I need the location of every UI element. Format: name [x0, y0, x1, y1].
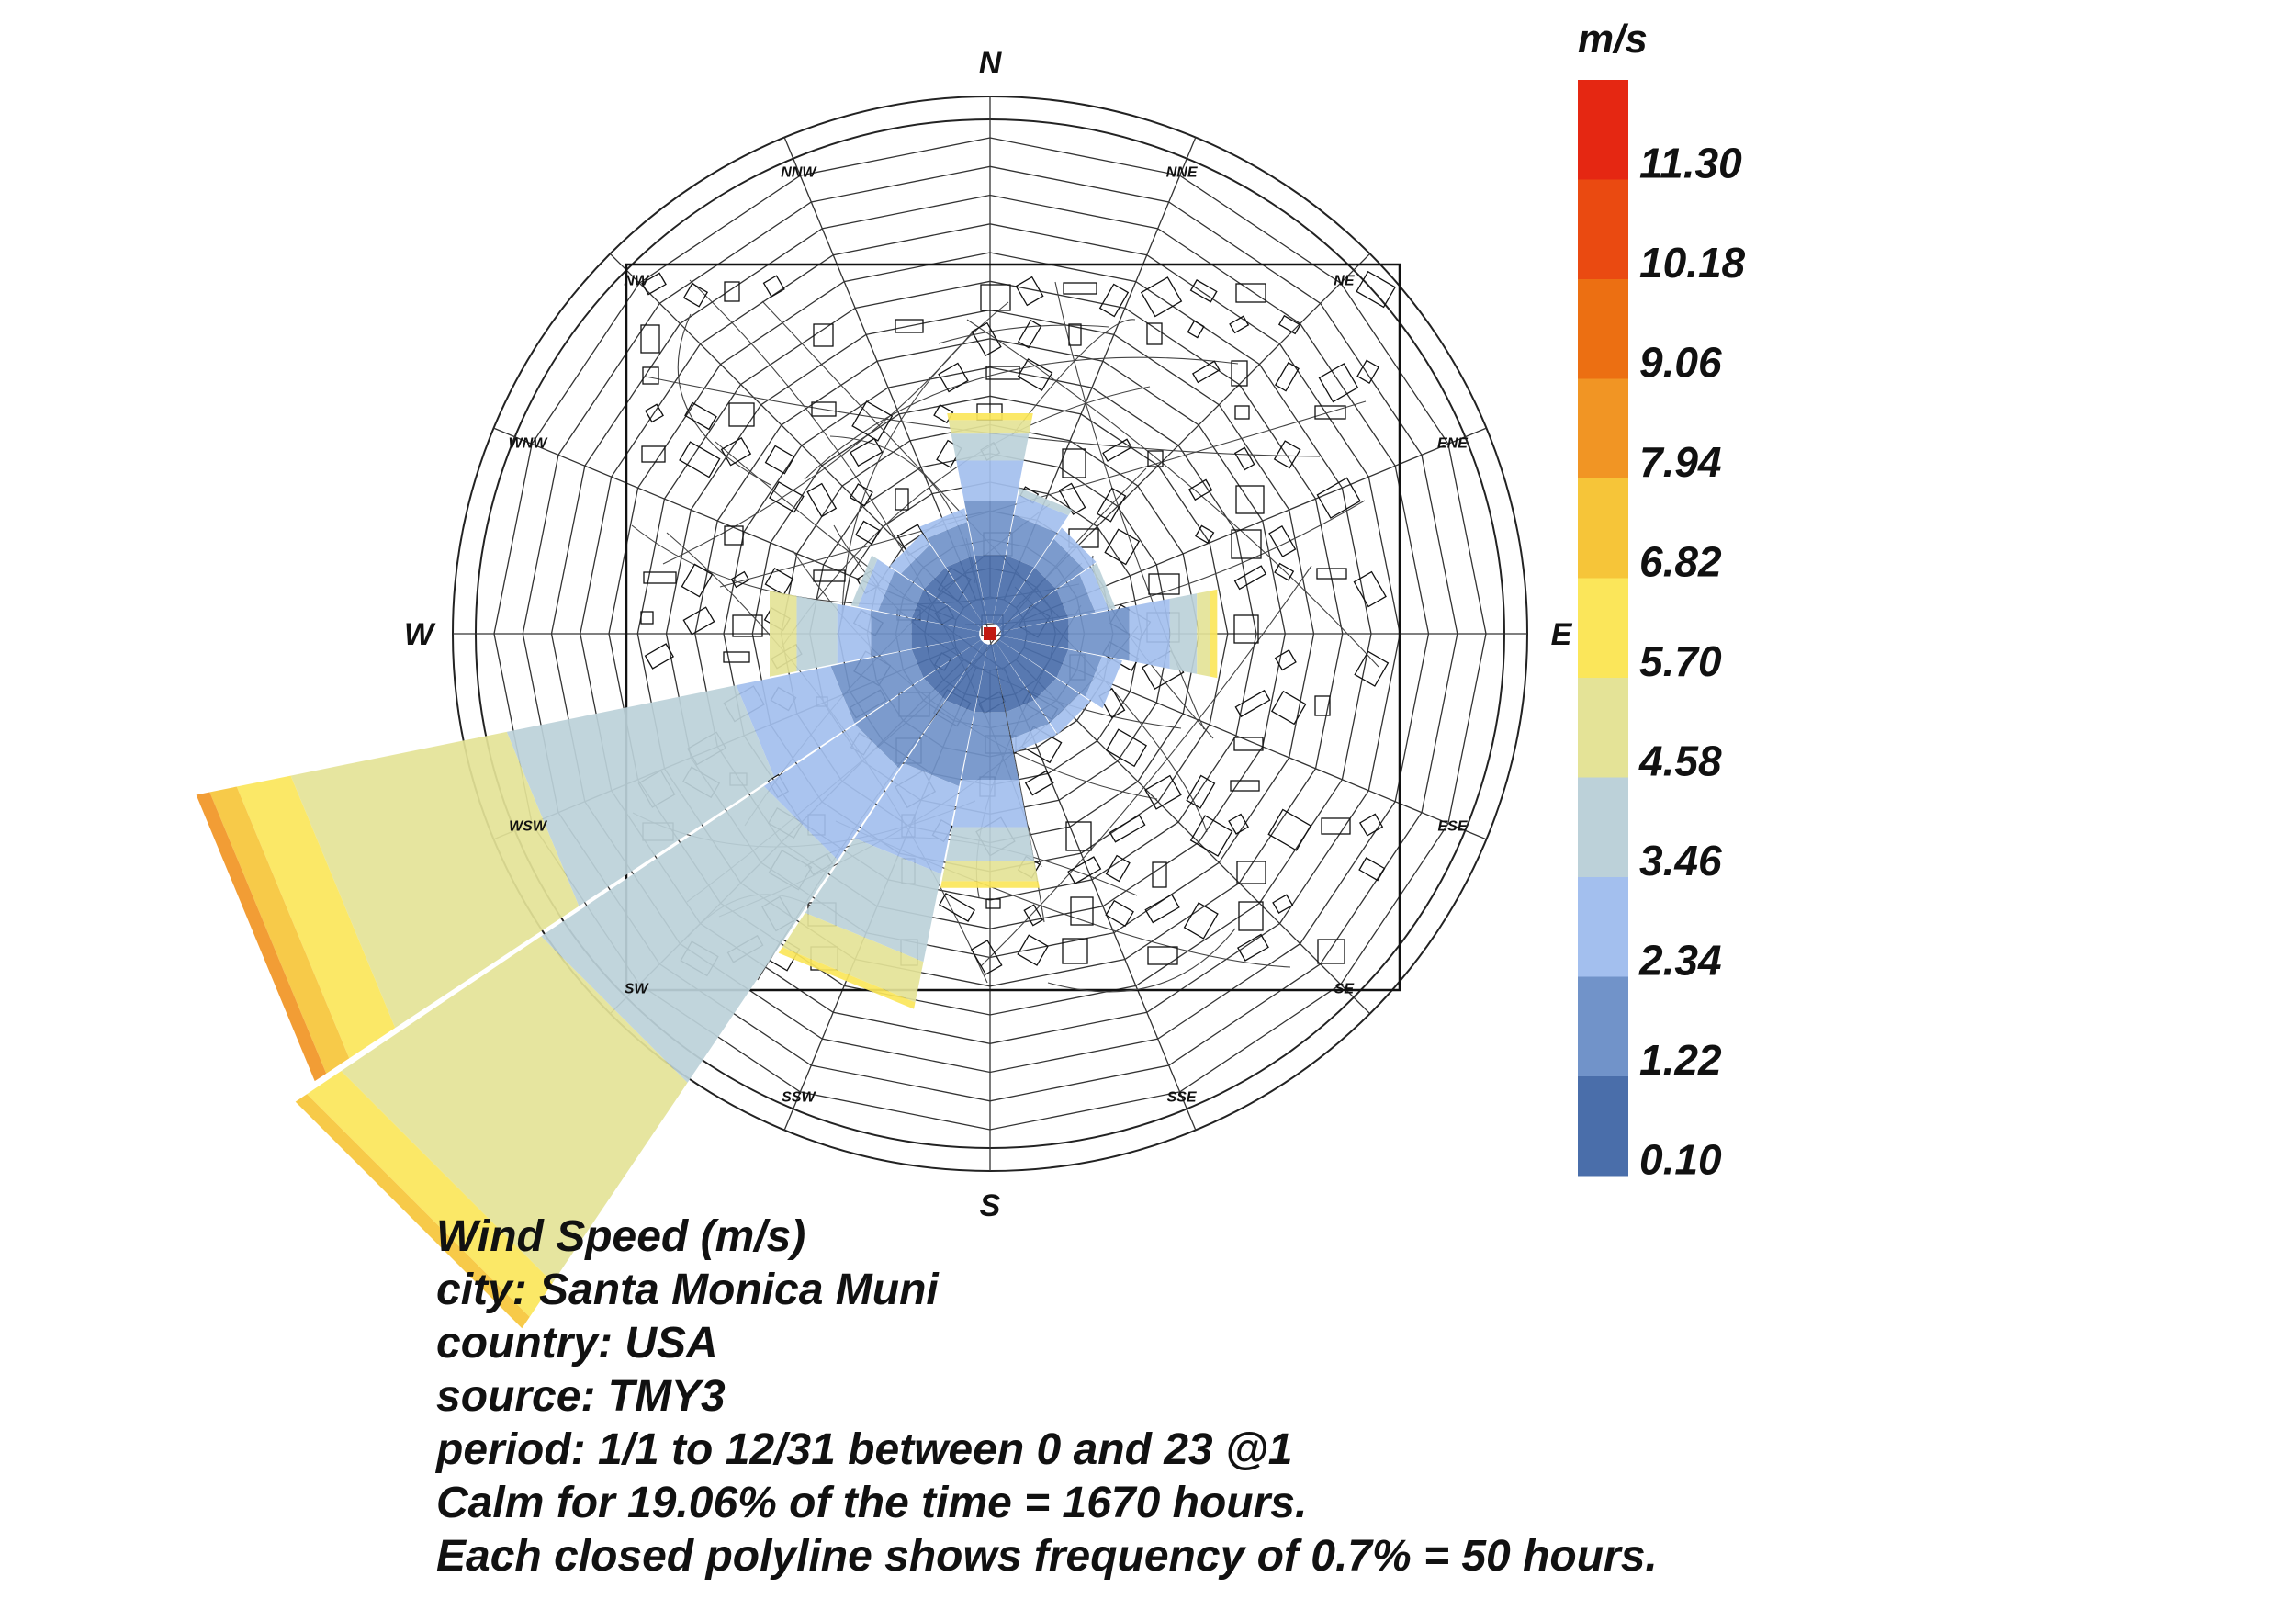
building-footprint [1276, 363, 1299, 391]
direction-label-wsw: WSW [509, 818, 546, 835]
building-footprint [1147, 323, 1162, 344]
building-footprint [1275, 564, 1293, 580]
legend-tick-label: 3.46 [1639, 837, 1722, 884]
direction-label-nne: NNE [1165, 164, 1198, 181]
legend-swatch [1578, 379, 1628, 479]
legend-tick-label: 7.94 [1639, 438, 1722, 486]
building-footprint [1318, 940, 1345, 963]
direction-label-n: N [978, 46, 1002, 81]
building-footprint [1103, 439, 1131, 461]
building-footprint [1231, 781, 1259, 791]
building-footprint [895, 489, 908, 510]
building-footprint [1064, 283, 1097, 294]
legend-tick-label: 11.30 [1639, 139, 1742, 187]
building-footprint [1235, 566, 1266, 589]
petal-segment-e [1130, 599, 1170, 669]
building-footprint [981, 285, 1010, 310]
direction-label-ese: ESE [1437, 818, 1468, 835]
caption-calm: Calm for 19.06% of the time = 1670 hours. [436, 1479, 1308, 1527]
building-footprint [1232, 361, 1247, 386]
building-footprint [1018, 935, 1048, 965]
building-footprint [1279, 316, 1300, 334]
building-footprint [1359, 858, 1384, 880]
legend-tick-label: 6.82 [1639, 537, 1722, 586]
building-footprint [685, 403, 716, 430]
direction-label-ne: NE [1334, 273, 1355, 289]
building-footprint [764, 276, 784, 297]
petal-segment-w [838, 604, 872, 664]
legend-tick-label: 0.10 [1639, 1135, 1722, 1184]
building-footprint [940, 894, 974, 921]
direction-label-w: W [403, 617, 434, 652]
building-footprint [1187, 321, 1203, 337]
legend-swatch [1578, 877, 1628, 977]
caption-polyline-note: Each closed polyline shows frequency of 0.7% = 50 hours. [436, 1532, 1658, 1581]
caption-country: country: USA [436, 1319, 718, 1368]
building-footprint [1234, 737, 1263, 750]
building-footprint [1235, 447, 1255, 469]
building-footprint [1236, 284, 1266, 302]
petal-segment-e [1210, 590, 1217, 678]
building-footprint [1026, 771, 1053, 795]
direction-label-ssw: SSW [782, 1089, 816, 1106]
caption-period: period: 1/1 to 12/31 between 0 and 23 @1 [436, 1425, 1293, 1474]
petal-segment-w [871, 611, 911, 657]
direction-label-sse: SSE [1166, 1089, 1197, 1106]
legend-swatch [1578, 579, 1628, 679]
building-footprint [1269, 526, 1295, 557]
legend-swatch [1578, 678, 1628, 778]
petal-segment-n [949, 420, 1032, 433]
building-footprint [1187, 776, 1214, 808]
building-footprint [1191, 280, 1217, 302]
building-footprint [1230, 316, 1248, 332]
building-footprint [1234, 615, 1258, 643]
legend-swatch [1578, 180, 1628, 280]
petal-segment-s [946, 828, 1034, 861]
building-footprint [1272, 692, 1306, 725]
direction-label-s: S [979, 1188, 1001, 1223]
building-footprint [642, 446, 665, 462]
building-footprint [680, 442, 720, 477]
building-footprint [814, 324, 833, 346]
legend-tick-label: 1.22 [1639, 1036, 1722, 1084]
building-footprint [1019, 321, 1041, 348]
building-footprint [1063, 449, 1086, 478]
building-footprint [1273, 895, 1292, 913]
petal-segment-s [952, 780, 1028, 828]
building-footprint [1149, 574, 1179, 594]
building-footprint [1356, 272, 1395, 308]
building-footprint [684, 284, 707, 307]
building-footprint [683, 607, 714, 635]
legend-tick-label: 4.58 [1639, 737, 1722, 785]
building-footprint [1275, 441, 1300, 467]
petal-segment-n [956, 461, 1023, 501]
building-footprint [1236, 486, 1264, 513]
petal-segment-e [1197, 591, 1210, 677]
building-footprint [972, 940, 1002, 974]
building-footprint [766, 445, 794, 473]
petal-segment-n [947, 413, 1033, 420]
building-footprint [1322, 818, 1350, 834]
site-center-marker [984, 627, 996, 640]
legend-tick-label: 10.18 [1639, 239, 1746, 287]
building-footprint [807, 484, 836, 517]
building-footprint [641, 325, 659, 353]
building-footprint [1355, 651, 1388, 686]
direction-label-nnw: NNW [781, 164, 816, 181]
petal-segment-n [951, 433, 1030, 460]
legend-swatch [1578, 1076, 1628, 1177]
legend-tick-label: 2.34 [1639, 936, 1722, 985]
building-footprint [1107, 856, 1130, 882]
legend-tick-label: 5.70 [1639, 637, 1722, 685]
color-legend [1578, 17, 1746, 1184]
building-footprint [1153, 862, 1166, 887]
building-footprint [1142, 277, 1182, 316]
direction-label-se: SE [1334, 981, 1355, 997]
legend-tick-label: 9.06 [1639, 338, 1722, 387]
building-footprint [729, 403, 754, 426]
building-footprint [1354, 572, 1386, 607]
petal-segment-w [796, 596, 837, 671]
petal-segment-s [942, 861, 1039, 881]
building-footprint [1235, 406, 1249, 419]
direction-label-nw: NW [624, 273, 648, 289]
building-footprint [1238, 935, 1268, 961]
petal-segment-s [940, 881, 1040, 887]
building-footprint [1145, 776, 1181, 809]
chart-caption [436, 1210, 1658, 1583]
building-footprint [725, 526, 743, 545]
caption-title: Wind Speed (m/s) [436, 1212, 806, 1261]
building-footprint [856, 522, 880, 545]
building-footprint [1239, 902, 1263, 930]
direction-label-wnw: WNW [508, 435, 547, 452]
direction-label-e: E [1550, 617, 1572, 652]
direction-label-ene: ENE [1437, 435, 1468, 452]
legend-swatch [1578, 80, 1628, 180]
caption-city: city: Santa Monica Muni [436, 1266, 939, 1314]
direction-label-sw: SW [624, 981, 648, 997]
building-footprint [1191, 816, 1232, 856]
caption-source: source: TMY3 [436, 1372, 726, 1421]
building-footprint [986, 899, 1000, 908]
legend-title: m/s [1578, 17, 1648, 62]
building-footprint [1317, 478, 1360, 518]
legend-swatch [1578, 977, 1628, 1077]
wind-petals [197, 413, 1218, 1328]
petal-segment-w [770, 591, 796, 677]
building-footprint [1320, 364, 1358, 401]
building-footprint [1110, 816, 1145, 842]
petal-segment-e [1170, 593, 1197, 674]
legend-swatch [1578, 279, 1628, 379]
building-footprint [1024, 905, 1042, 925]
legend-swatch [1578, 478, 1628, 579]
building-footprint [641, 612, 653, 624]
legend-swatch [1578, 778, 1628, 878]
building-footprint [1193, 361, 1220, 382]
